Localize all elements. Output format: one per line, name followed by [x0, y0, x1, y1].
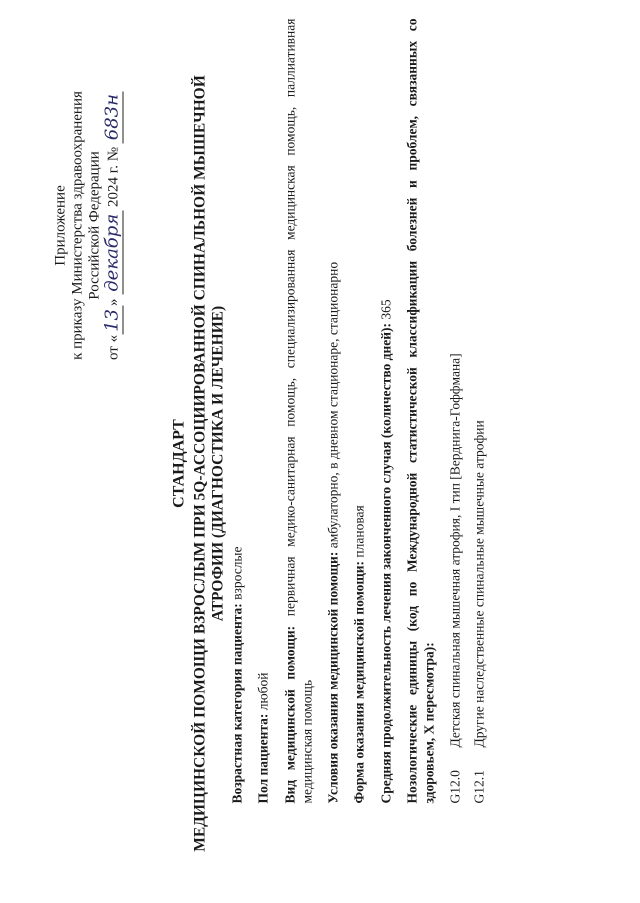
handwritten-month: декабря [101, 210, 123, 294]
icd-code-row [446, 18, 463, 803]
icd-code: G12.1 [471, 769, 487, 803]
date-sep: » [105, 297, 122, 306]
annex-date-line [102, 25, 122, 425]
icd-code-row [470, 18, 487, 803]
title-line-2: МЕДИЦИНСКОЙ ПОМОЩИ ВЗРОСЛЫМ ПРИ 5Q-АССОЦИИРОВАННОЙ СПИНАЛЬНОЙ МЫШЕЧНОЙ [191, 74, 209, 852]
handwritten-day: 13 [101, 305, 123, 334]
field-care-conditions [324, 18, 341, 803]
field-age-category [228, 18, 245, 803]
title-line-1: СТАНДАРТ [170, 418, 187, 508]
field-sex [254, 18, 271, 803]
field-label: Форма оказания медицинской помощи: [351, 560, 367, 803]
annex-title: Приложение [52, 184, 68, 266]
field-label: Условия оказания медицинской помощи: [325, 551, 341, 803]
field-care-form [350, 18, 367, 803]
field-nosology [403, 18, 438, 803]
field-value: первичная медико-санитарная помощь, специализированная медицинская помощь, паллиативная медицинская помощь [281, 18, 314, 803]
annex-header [52, 25, 123, 425]
field-value: взрослые [229, 546, 244, 600]
handwritten-number: 683н [101, 91, 123, 143]
date-prefix: от « [105, 334, 122, 360]
field-label: Средняя продолжительность лечения законченного случая (количество дней): [377, 322, 393, 803]
field-value: 365 [377, 298, 393, 320]
field-label: Вид медицинской помощи: [281, 625, 297, 803]
field-treatment-duration [377, 18, 394, 803]
standard-fields [228, 18, 446, 803]
field-label: Пол пациента: [255, 713, 271, 803]
standard-title [170, 73, 227, 853]
annex-ministry-line: Российской Федерации [85, 150, 102, 300]
icd-description: Детская спинальная мышечная атрофия, I тип [Верднига-Гоффмана] [447, 352, 462, 747]
icd-code: G12.0 [447, 769, 462, 803]
field-value: любой [255, 672, 271, 710]
icd-code-list [446, 18, 495, 803]
annex-order-line: к приказу Министерства здравоохранения [68, 90, 85, 360]
icd-description: Другие наследственные спинальные мышечные атрофии [471, 419, 487, 747]
field-value: плановая [351, 504, 367, 558]
field-value: амбулаторно, в дневном стационаре, стационарно [325, 261, 341, 548]
field-care-type [281, 18, 316, 803]
year-text: 2024 г. № [105, 146, 122, 207]
field-label: Нозологические единицы (код по Международной статистической классификации болезней и проблем, связанных со здоровьем, X пересмотра): [403, 18, 437, 803]
title-line-3: АТРОФИИ (ДИАГНОСТИКА И ЛЕЧЕНИЕ) [209, 305, 227, 621]
field-label: Возрастная категория пациента: [229, 602, 244, 803]
